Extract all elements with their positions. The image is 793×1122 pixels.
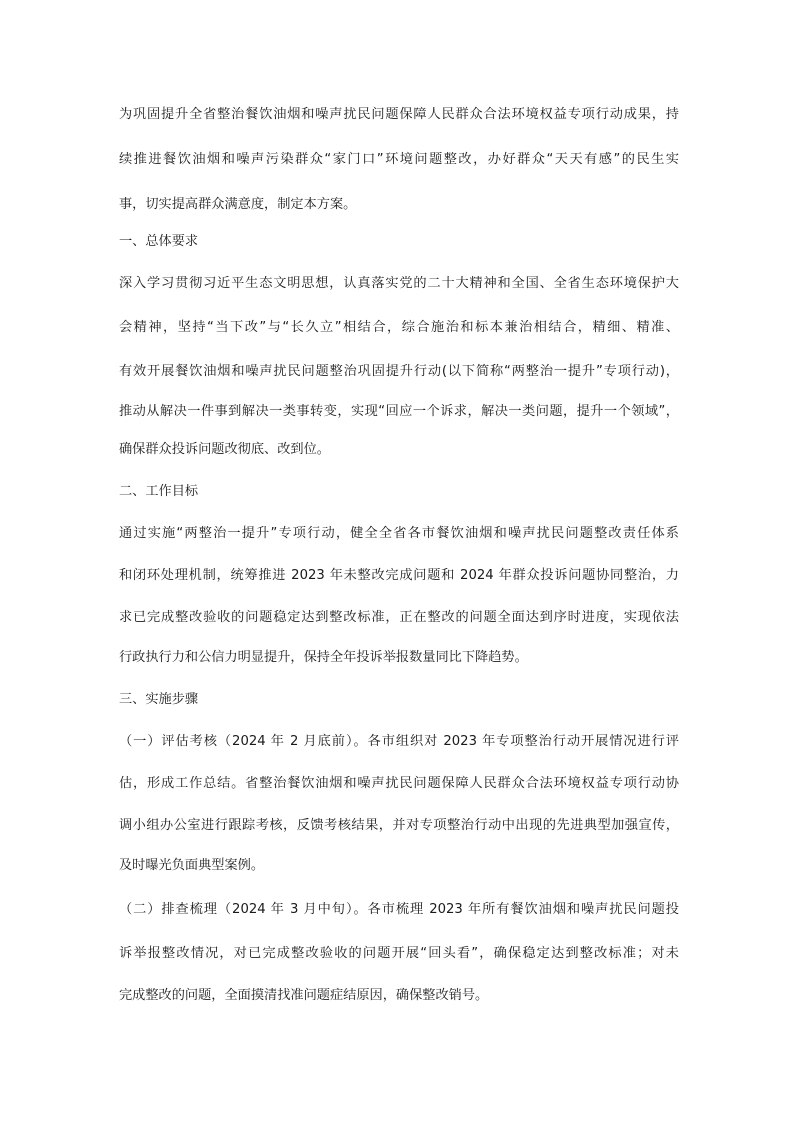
step-1-line-2: 估，形成工作总结。省整治餐饮油烟和噪声扰民问题保障人民群众合法环境权益专项行动协 (119, 776, 679, 791)
intro-line-2: 续推进餐饮油烟和噪声污染群众“家门口”环境问题整改，办好群众“天天有感”的民生实 (119, 152, 679, 167)
step-1-line-4: 及时曝光负面典型案例。 (119, 858, 265, 873)
section-2-line-4: 行政执行力和公信力明显提升，保持全年投诉举报数量同比下降趋势。 (119, 650, 528, 665)
intro-line-1: 为巩固提升全省整治餐饮油烟和噪声扰民问题保障人民群众合法环境权益专项行动成果，持 (119, 107, 679, 122)
step-2-line-1: （二）排查梳理（2024 年 3 月中旬）。各市梳理 2023 年所有餐饮油烟和噪声扰民问题投 (119, 902, 679, 917)
step-1-line-1: （一）评估考核（2024 年 2 月底前）。各市组织对 2023 年专项整治行动开展情况进行评 (119, 734, 679, 749)
step-2-line-2: 诉举报整改情况，对已完成整改验收的问题开展“回头看”，确保稳定达到整改标准；对未 (119, 946, 679, 961)
step-2-line-3: 完成整改的问题，全面摸清找准问题症结原因，确保整改销号。 (119, 988, 489, 1003)
section-1-line-2: 会精神，坚持“当下改”与“长久立”相结合，综合施治和标本兼治相结合，精细、精准、 (119, 320, 679, 335)
section-1-line-1: 深入学习贯彻习近平生态文明思想，认真落实党的二十大精神和全国、全省生态环境保护大 (119, 276, 679, 291)
section-2-line-1: 通过实施“两整治一提升”专项行动，健全全省各市餐饮油烟和噪声扰民问题整改责任体系 (119, 526, 679, 541)
intro-line-3: 事，切实提高群众满意度，制定本方案。 (119, 197, 357, 212)
section-1-line-4: 推动从解决一件事到解决一类事转变，实现“回应一个诉求，解决一类问题，提升一个领域”， (119, 404, 679, 419)
section-2-line-3: 求已完成整改验收的问题稳定达到整改标准，正在整改的问题全面达到序时进度，实现依法 (119, 610, 679, 625)
section-1-line-5: 确保群众投诉问题改彻底、改到位。 (119, 442, 330, 457)
section-2-heading: 二、工作目标 (119, 484, 199, 499)
section-1-heading: 一、总体要求 (119, 234, 199, 249)
section-2-line-2: 和闭环处理机制，统筹推进 2023 年未整改完成问题和 2024 年群众投诉问题协同整治，力 (119, 568, 679, 583)
section-1-line-3: 有效开展餐饮油烟和噪声扰民问题整治巩固提升行动(以下简称“两整治一提升”专项行动)， (119, 364, 679, 379)
section-3-heading: 三、实施步骤 (119, 692, 199, 707)
step-1-line-3: 调小组办公室进行跟踪考核，反馈考核结果，并对专项整治行动中出现的先进典型加强宣传， (119, 818, 679, 833)
